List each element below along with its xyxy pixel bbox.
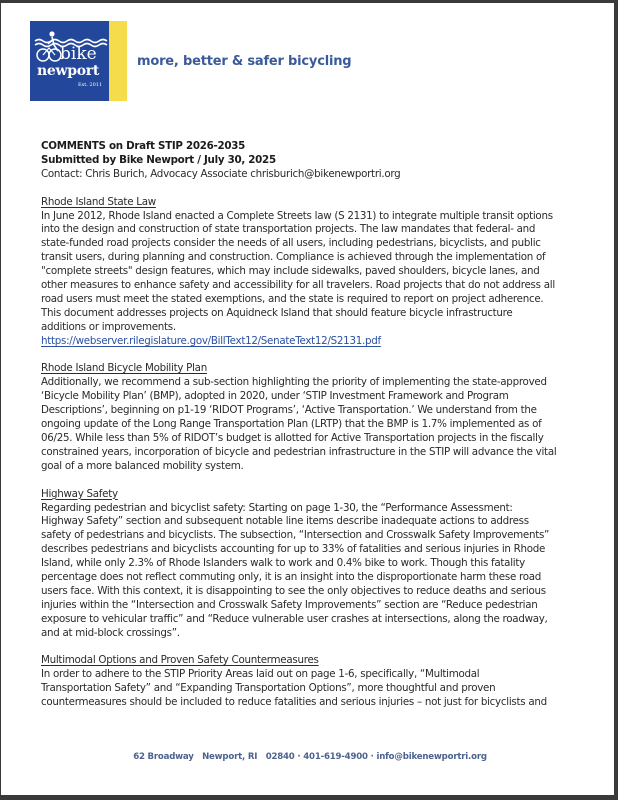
logo-bike-text: bike	[60, 44, 97, 64]
paragraph-line: exposure to vehicular traffic” and “Reduce vulnerable user crashes at intersections, along the roadway,	[41, 612, 548, 625]
paragraph-line: Transportation Safety” and “Expanding Transportation Options”, more thoughtful and proven	[41, 682, 496, 695]
document-page	[1, 3, 614, 795]
tagline: more, better & safer bicycling	[137, 54, 352, 69]
legislation-link[interactable]: https://webserver.rilegislature.gov/BillText12/SenateText12/S2131.pdf	[41, 334, 381, 347]
paragraph-line: and at mid-block crossings”.	[41, 626, 180, 639]
paragraph-line: injuries within the “Intersection and Crosswalk Safety Improvements” section are “Reduce pedestrian	[41, 598, 538, 611]
footer-phone: 401-619-4900	[303, 752, 368, 762]
paragraph-line: additions or improvements.	[41, 320, 176, 333]
footer-city: Newport, RI	[202, 752, 258, 762]
document-body	[41, 140, 581, 710]
document-title: COMMENTS on Draft STIP 2026-2035	[41, 140, 246, 152]
section-highway-safety	[41, 488, 581, 641]
bike-newport-logo	[30, 21, 109, 101]
paragraph-line: "complete streets" design features, which may include sidewalks, paved shoulders, bicycle lanes, and	[41, 265, 540, 278]
paragraph-line: ongoing update of the Long Range Transportation Plan (LRTP) that the BMP is 1.7% implemented as of	[41, 418, 542, 431]
footer-zip: 02840	[265, 752, 295, 762]
contact-line: Contact: Chris Burich, Advocacy Associate chrisburich@bikenewportri.org	[41, 167, 401, 180]
paragraph-line: Descriptions’, beginning on p1-19 ‘RIDOT Programs’, ‘Active Transportation.’ We understand from the	[41, 404, 537, 417]
paragraph-line: This document addresses projects on Aquidneck Island that should feature bicycle infrastructure	[41, 306, 513, 319]
logo-established-text: Est. 2011	[78, 82, 103, 88]
paragraph-line: constrained years, incorporation of bicycle and pedestrian infrastructure in the STIP will advance the vital	[41, 445, 557, 458]
paragraph-line: Highway Safety” section and subsequent notable line items describe inadequate actions to address	[41, 515, 529, 528]
section-heading: Multimodal Options and Proven Safety Countermeasures	[41, 654, 319, 667]
paragraph-line: state-funded road projects consider the needs of all users, including pedestrians, bicyclists, and public	[41, 237, 541, 250]
paragraph-line: countermeasures should be included to reduce fatalities and serious injuries – not just for bicyclists and	[41, 696, 547, 709]
section-heading: Rhode Island State Law	[41, 195, 156, 208]
paragraph-line: In order to adhere to the STIP Priority Areas laid out on page 1-6, specifically, “Multimodal	[41, 668, 480, 681]
section-heading: Highway Safety	[41, 487, 118, 500]
section-bicycle-mobility-plan	[41, 362, 581, 473]
paragraph-line: Island, while only 2.3% of Rhode Islanders walk to work and 0.4% bike to work. Though this fatality	[41, 557, 525, 570]
submitted-line: Submitted by Bike Newport / July 30, 2025	[41, 153, 276, 166]
section-state-law	[41, 196, 581, 349]
paragraph-line: describes pedestrians and bicyclists accounting for up to 33% of fatalities and serious injuries in Rhode	[41, 543, 546, 556]
paragraph-line: transit users, during planning and construction. Compliance is achieved through the implementation of	[41, 251, 546, 264]
paragraph-line: 06/25. While less than 5% of RIDOT’s budget is allotted for Active Transportation projects in the fiscally	[41, 432, 544, 444]
footer-address: 62 Broadway	[133, 752, 194, 762]
logo-yellow-bar	[109, 21, 127, 101]
logo-newport-text: newport	[37, 63, 100, 79]
paragraph-line: ‘Bicycle Mobility Plan’ (BMP), adopted in 2020, under ‘STIP Investment Framework and Program	[41, 390, 509, 403]
paragraph-line: other measures to enhance safety and accessibility for all travelers. Road projects that do not address all	[41, 279, 555, 292]
letterhead-footer	[1, 751, 618, 763]
paragraph-line: into the design and construction of state transportation projects. The law mandates that federal- and	[41, 223, 536, 236]
section-heading: Rhode Island Bicycle Mobility Plan	[41, 362, 207, 375]
paragraph-line: goal of a more balanced mobility system.	[41, 459, 244, 472]
paragraph-line: percentage does not reflect commuting only, it is an insight into the disproportionate harm these road	[41, 571, 542, 584]
footer-separator: ·	[297, 752, 301, 762]
paragraph-line: Additionally, we recommend a sub-section highlighting the priority of implementing the state-approved	[41, 376, 547, 389]
paragraph-line: users face. With this context, it is disappointing to see the only objectives to reduce deaths and serious	[41, 584, 546, 597]
section-multimodal-options	[41, 654, 581, 710]
paragraph-line: road users must meet the stated exemptions, and the state is required to report on project adherence.	[41, 292, 544, 305]
footer-separator: ·	[370, 752, 374, 762]
paragraph-line: safety of pedestrians and bicyclists. The subsection, “Intersection and Crosswalk Safety Improvements”	[41, 529, 550, 542]
paragraph-line: Regarding pedestrian and bicyclist safety: Starting on page 1-30, the “Performance Assessment:	[41, 501, 513, 514]
paragraph-line: In June 2012, Rhode Island enacted a Complete Streets law (S 2131) to integrate multiple transit options	[41, 209, 553, 222]
footer-email[interactable]: info@bikenewportri.org	[376, 752, 487, 762]
